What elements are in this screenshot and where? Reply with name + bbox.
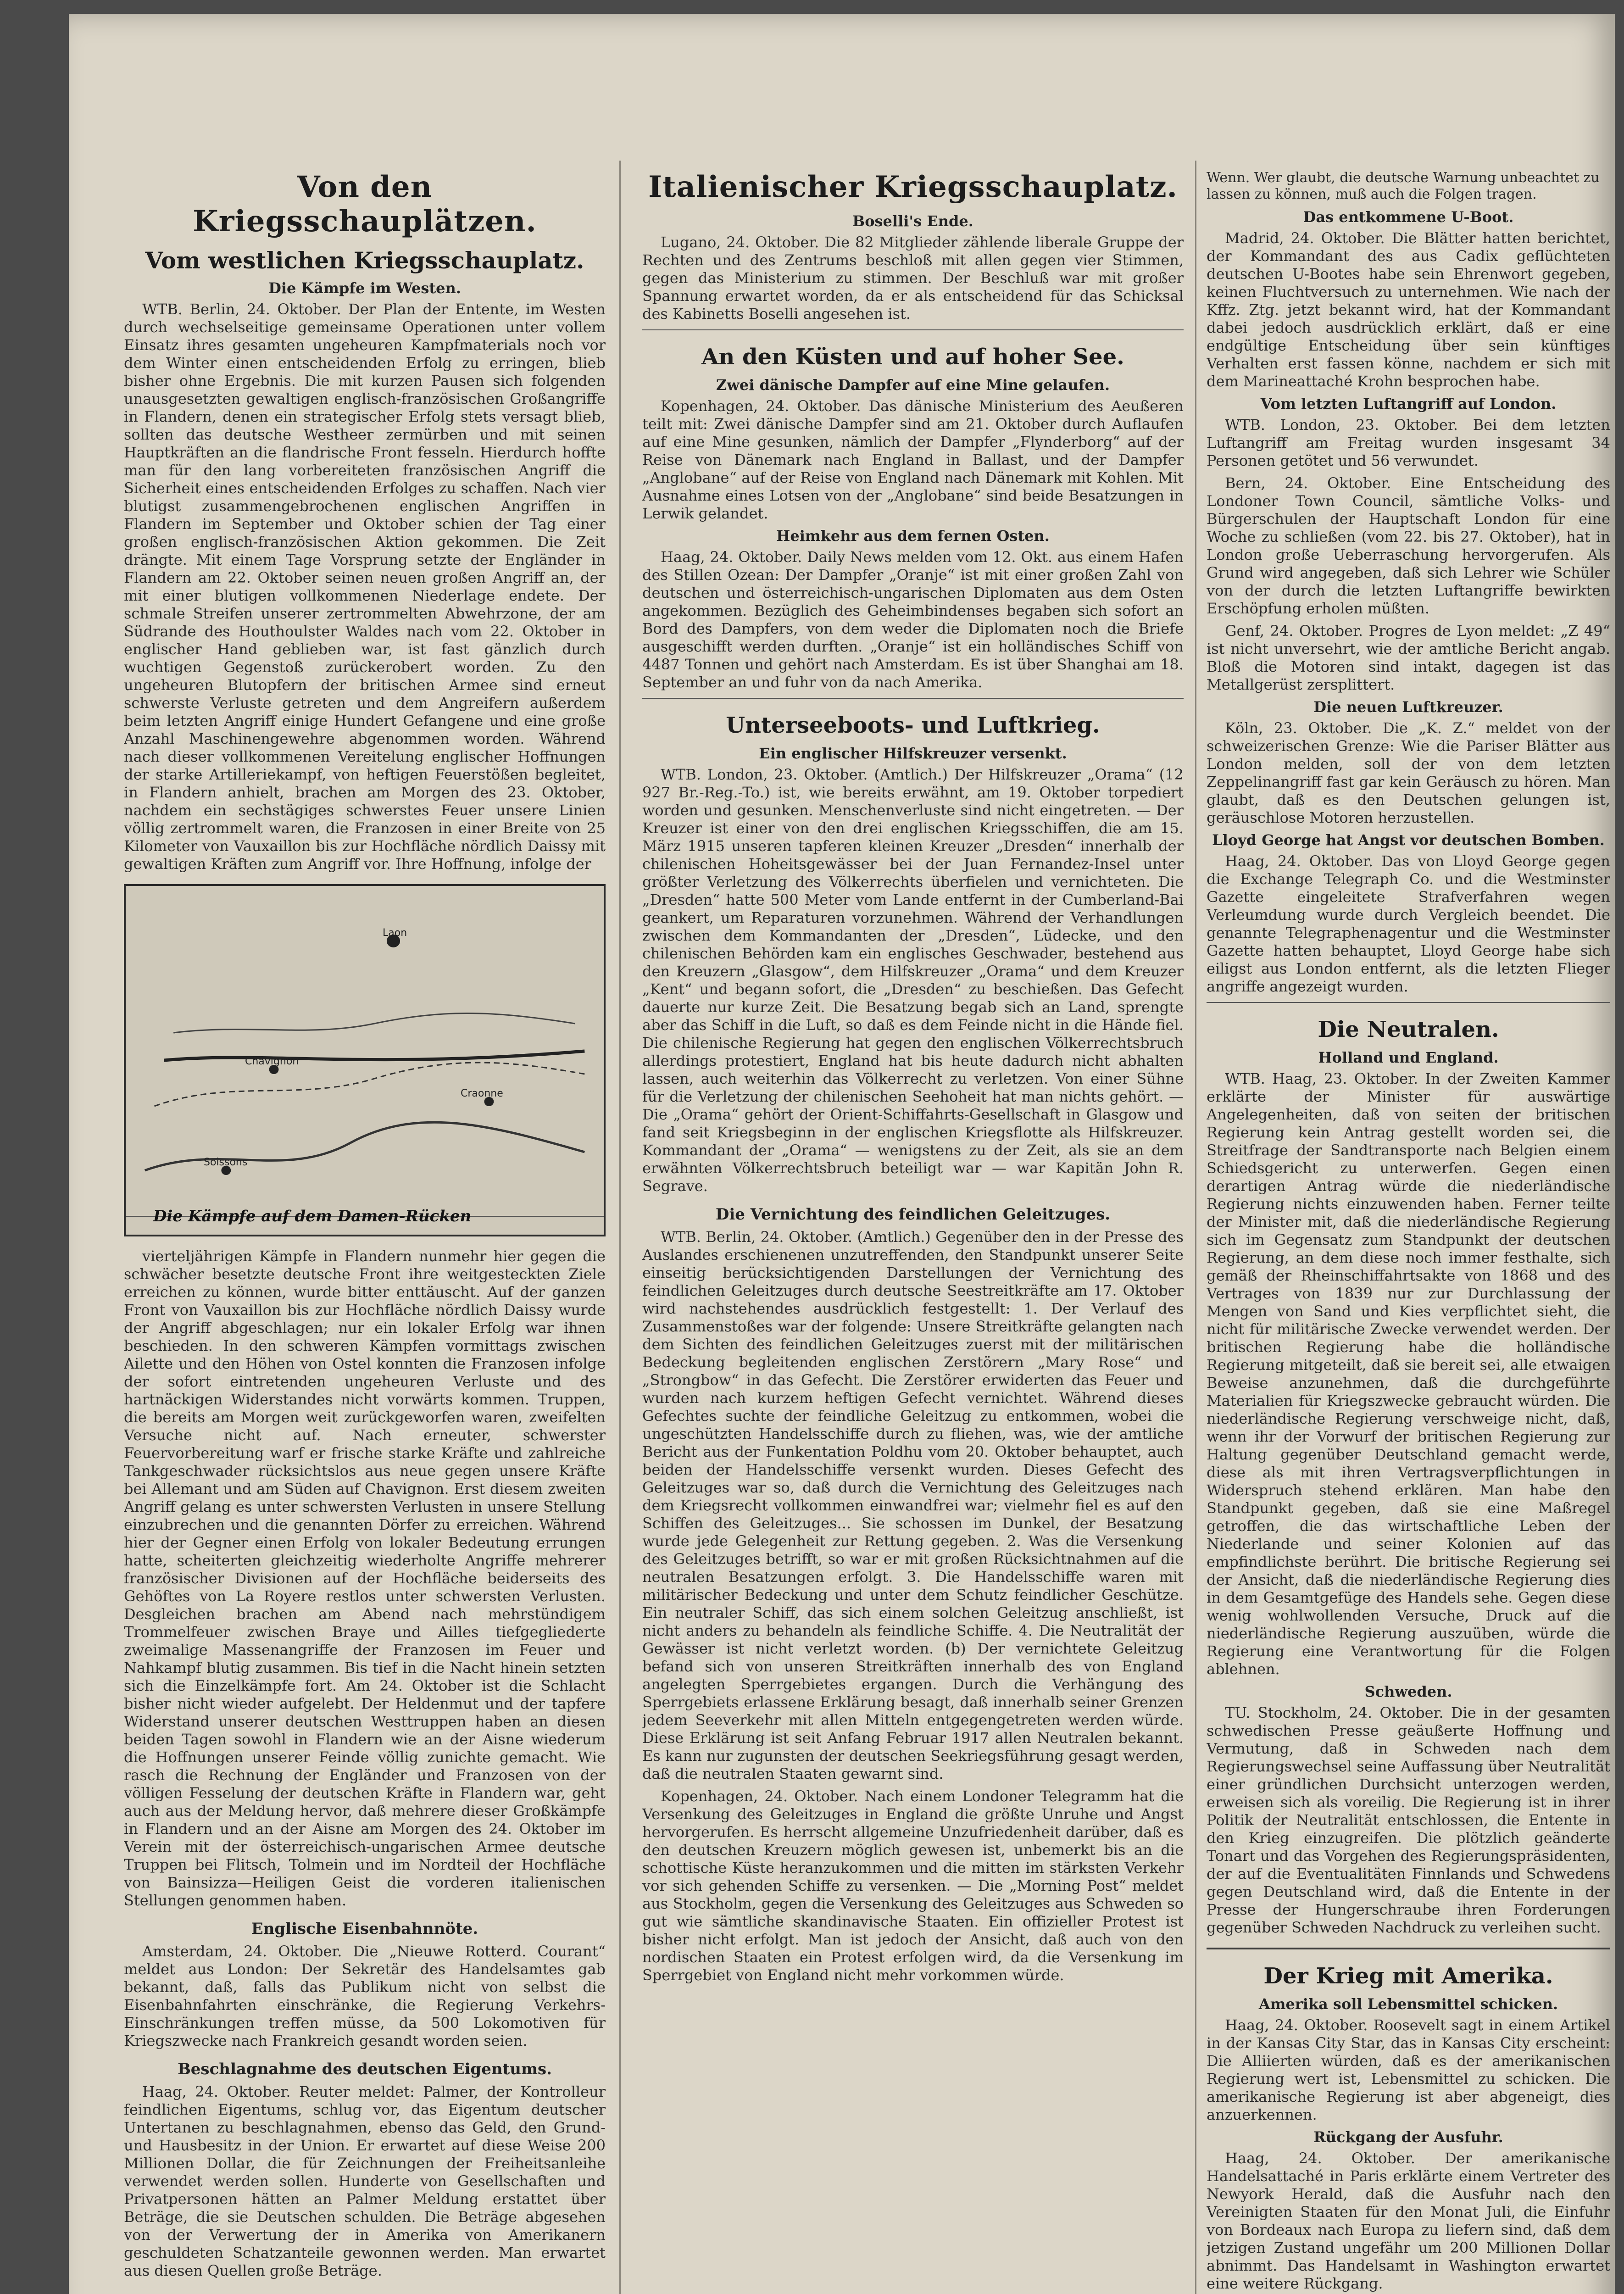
top-fragment: Wenn. Wer glaubt, die deutsche Warnung unbeachtet zu lassen zu können, muß auch die Folgen tragen. (1207, 170, 1600, 202)
newspaper-page (69, 14, 1615, 2294)
divider (1207, 1948, 1610, 1949)
column-3 (1207, 170, 1610, 2294)
subhead-westlich: Vom westlichen Kriegsschauplatz. (145, 247, 584, 274)
section-luftkreuzer-text: Köln, 23. Oktober. Die „K. Z.“ meldet von der schweizerischen Grenze: Wie die Pariser Blätter aus London melden, soll der von dem letzten Zeppelinangriff fast gar kein Geräusch zu hören. Man glaubt, daß es den Deutschen gelungen ist, geräuschlose Motoren herzustellen. (1207, 719, 1610, 826)
map-label-soissons: Soissons (204, 1157, 248, 1168)
column-rule-2 (1195, 161, 1196, 2294)
section-eisenbahnnoete-text: Amsterdam, 24. Oktober. Die „Nieuwe Rotterd. Courant“ meldet aus London: Der Sekretär des Handelsamtes gab bekannt, daß, falls das Publikum nicht von selbst die Eisenbahnfahrten einschränke, die Regierung Verkehrs-Einschränkungen treffen müsse, da 500 Lokomotiven für Kriegszwecke nach Frankreich gesandt worden seien. (124, 1943, 606, 2049)
headline-kriegsschauplaetze: Von den Kriegsschauplätzen. (193, 170, 537, 239)
section-lebensmittel-kicker: Amerika soll Lebensmittel schicken. (1258, 1995, 1558, 2013)
kicker-boselli: Boselli's Ende. (852, 212, 973, 230)
section-schweden-text: TU. Stockholm, 24. Oktober. Die in der gesamten schwedischen Presse geäußerte Hoffnung und Vermutung, daß in Schweden nach dem Regierungswechsel seine Auffassung über Neutralität einer gründlichen Durchsicht unterzogen werden, erweisen sich als voreilig. Die Regierung ist in ihrer Politik der Neutralität entschlossen, die Entente in den Krieg einzugreifen. Die plötzlich geänderte Tonart und das Vorgehen des Regierungspräsidenten, der auf die Eventualitäten Finnlands und Schwedens gegen Deutschland wird, daß die Entente in der Presse der Hungerschraube ihren Forderungen gegenüber Schweden Nachdruck zu verleihen sucht. (1207, 1704, 1610, 1936)
section-heimkehr-text: Haag, 24. Oktober. Daily News melden vom 12. Okt. aus einem Hafen des Stillen Ozean: Der Dampfer „Oranje“ ist mit einer großen Zahl von deutschen und österreichisch-ungarischen Diplomaten aus dem Osten angekommen. Bezüglich des Geheimbindenses begaben sich sofort an Bord des Dampfers, von dem weder die Diplomaten noch die Briefe ausgeschifft werden durften. „Oranje“ ist ein holländisches Schiff von 4487 Tonnen und gehört nach Amsterdam. Es ist über Shanghai am 18. September an und fuhr von da nach Amerika. (642, 548, 1184, 691)
section-beschlagnahme-title: Beschlagnahme des deutschen Eigentums. (178, 2060, 552, 2078)
headline-italien: Italienischer Kriegsschauplatz. (648, 170, 1178, 204)
section-luftangriff-text: WTB. London, 23. Oktober. Bei dem letzten Luftangriff am Freitag wurden insgesamt 34 Personen getötet und 56 verwundet. (1207, 416, 1610, 469)
section-holland-kicker: Holland und England. (1318, 1049, 1499, 1066)
column-2 (642, 170, 1184, 2294)
section-kuesten-title: An den Küsten und auf hoher See. (701, 344, 1124, 370)
article-west-part2: vierteljährigen Kämpfe in Flandern nunmehr hier gegen die schwächer besetzte deutsche Front ihre weitgesteckten Ziele erreichen zu können, wurde bitter enttäuscht. Auf der ganzen Front von Vauxaillon bis zur Hochfläche nördlich Daissy wurde der Angriff abgeschlagen; nur ein lokaler Erfolg war ihnen beschieden. In den schweren Kämpfen vormittags zwischen Ailette und den Höhen von Ostel konnten die Franzosen infolge der sofort eintretenden ungeheuren Verluste und des hartnäckigen Widerstandes nicht vorwärts kommen. Truppen, die bereits am Morgen weit zurückgeworfen waren, zweifelten Versuche nicht auf. Nach erneuter, schwerster Feuervorbereitung warf er frische starke Kräfte und zahlreiche Tankgeschwader rücksichtslos aus neue gegen unsere Kräfte bei Allemant und am Süden auf Chavignon. Erst diesem zweiten Angriff gelang es unter schwersten Verlusten in unsere Stellung einzubrechen und die genannten Dörfer zu erreichen. Während hier der Gegner einen Erfolg von lokaler Bedeutung errungen hatte, scheiterten gleichzeitig wiederholte Angriffe mehrerer französischer Divisionen auf der Hochfläche beiderseits des Gehöftes von La Royere restlos unter schwersten Verlusten. Desgleichen brachen am Abend nach mehrstündigem Trommelfeuer zwischen Braye und Ailles tiefgegliederte zweimalige Massenangriffe der Franzosen im Feuer und Nahkampf blutig zusammen. Bis tief in die Nacht hinein setzten sich die Einzelkämpfe fort. Am 24. Oktober ist die Schlacht bisher nicht wieder aufgelebt. Der Heldenmut und der tapfere Widerstand unserer deutschen Westtruppen haben an diesen beiden Tagen sowohl in Flandern wie an der Aisne wiederum die Hoffnungen unserer Feinde völlig zunichte gemacht. Wie rasch die Rechnung der Engländer und Franzosen von der völligen Fesselung der deutschen Kräfte in Flandern war, geht auch aus der Meldung hervor, daß mehrere dieser Großkämpfe in Flandern und an der Aisne am Morgen des 24. Oktober im Verein mit der österreichisch-ungarischen Armee deutsche Truppen bei Flitsch, Tolmein und im Nordteil der Hochfläche von Bainsizza—Heiligen Geist die vorderen italienischen Stellungen genommen haben. (124, 1247, 606, 1909)
divider (642, 329, 1184, 330)
section-neutralen-title: Die Neutralen. (1318, 1017, 1499, 1042)
map-caption: Die Kämpfe auf dem Damen-Rücken (153, 1207, 472, 1225)
section-beschlagnahme-text: Haag, 24. Oktober. Reuter meldet: Palmer, der Kontrolleur feindlichen Eigentums, schlug vor, das Eigentum deutscher Untertanen zu beschlagnahmen, ebenso das Geld, den Grund- und Hausbesitz in der Union. Er erwartet auf diese Weise 200 Millionen Dollar, die für Zeichnungen der Freiheitsanleihe verwendet werden sollen. Hunderte von Gesellschaften und Privatpersonen hätten an Palmer Meldung erstattet über Beträge, die sie Deutschen schulden. Die Beträge abgesehen von der Verwertung der in Amerika von Amerikanern geschuldeten Schatzanteile gewonnen werden. Man erwartet aus diesen Quellen große Beträge. (124, 2083, 606, 2279)
column-rule-1 (619, 161, 621, 2294)
article-boselli: Lugano, 24. Oktober. Die 82 Mitglieder zählende liberale Gruppe der Rechten und des Zentrums beschloß mit allen gegen vier Stimmen, gegen das Ministerium zu stimmen. Der Beschluß war mit großer Spannung erwartet worden, da er als entscheidend für das Schicksal des Kabinetts Boselli angesehen ist. (642, 234, 1184, 323)
section-hilfskreuzer-text: WTB. London, 23. Oktober. (Amtlich.) Der Hilfskreuzer „Orama“ (12 927 Br.-Reg.-To.) ist, wie bereits erwähnt, am 19. Oktober torpediert worden und gesunken. Menschenverluste sind nicht eingetreten. — Der Kreuzer ist einer von den drei englischen Kriegsschiffen, die am 15. März 1915 unseren tapferen kleinen Kreuzer „Dresden“ innerhalb der chilenischen Hoheitsgewässer bei der Juan Fernandez-Insel unter größter Verletzung des Völkerrechts überfielen und vernichteten. Die „Dresden“ hatte 500 Meter vom Lande entfernt in der Cumberland-Bai geankert, um Reparaturen vorzunehmen. Während der Verhandlungen zwischen dem Kommandanten der „Dresden“, Lüdecke, und den chilenischen Behörden kam ein englisches Geschwader, bestehend aus den Kreuzern „Glasgow“, dem Hilfskreuzer „Orama“ und dem Kreuzer „Kent“ und begann sofort, die „Dresden“ zu beschießen. Das Gefecht dauerte nur kurze Zeit. Die Besatzung begab sich an Land, sprengte aber das Schiff in die Luft, so daß es dem Feinde nicht in die Hände fiel. Die chilenische Regierung hat gegen den englischen Völkerrechtsbruch allerdings protestiert, England hat bis heute dadurch nicht abhalten lassen, auch weiterhin das Völkerrecht zu verletzen. Von einer Sühne für die Verletzung der chilenischen Seehoheit hat man nichts gehört. — Die „Orama“ gehört der Orient-Schiffahrts-Gesellschaft in Glasgow und fand seit Kriegsbeginn in der englischen Kriegsflotte als Hilfskreuzer. Kommandant der „Orama“ — wenigstens zu der Zeit, als sie an dem erwähnten Völkerrechtsbruch beteiligt war — war Kapitän John R. Segrave. (642, 766, 1184, 1195)
kicker-kaempfe-westen: Die Kämpfe im Westen. (268, 279, 461, 297)
section-luftangriff-kicker: Vom letzten Luftangriff auf London. (1260, 395, 1557, 412)
column-1 (124, 170, 606, 2294)
section-kuesten-kicker: Zwei dänische Dampfer auf eine Mine gelaufen. (716, 376, 1110, 394)
section-uboot-text: Madrid, 24. Oktober. Die Blätter hatten berichtet, der Kommandant des aus Cadix geflüchteten deutschen U-Bootes habe sein Ehrenwort gegeben, keinen Fluchtversuch zu unternehmen. Wie nach der Kffz. Ztg. jetzt bekannt wird, hat der Kommandant dabei jedoch ausdrücklich erklärt, daß er eine endgültige Entscheidung über sein künftiges Verhalten erst fassen könne, nachdem er sich mit dem Marineattaché Krohn besprochen habe. (1207, 229, 1610, 390)
map-label-laon: Laon (383, 927, 407, 939)
section-geleitzug-text: WTB. Berlin, 24. Oktober. (Amtlich.) Gegenüber den in der Presse des Auslandes erschienenen unzutreffenden, den Standpunkt unserer Seite einseitig berücksichtigenden Darstellungen der Vernichtung des feindlichen Geleitzuges durch deutsche Seestreitkräfte am 17. Oktober wird nachstehendes ausdrücklich festgestellt: 1. Der Verlauf des Zusammenstoßes war der folgende: Unsere Streitkräfte gelangten nach dem Sichten des feindlichen Geleitzuges zuerst mit der militärischen Bedeckung begleitenden englischen Zerstörern „Mary Rose“ und „Strongbow“ in das Gefecht. Die Zerstörer erwiderten das Feuer und wurden nach kurzem heftigen Gefecht vernichtet. Während dieses Gefechtes suchte der feindliche Geleitzug zu entkommen, wobei die ungeschützten Handelsschiffe durch zu fliehen, was, wie der amtliche Bericht aus der Funkentation Poldhu vom 20. Oktober behauptet, auch beiden der Handelsschiffe versenkt wurden. Dieses Gefecht des Geleitzuges war so, daß durch die Vernichtung des Geleitzuges nach dem Kriegsrecht vollkommen einwandfrei war; vielmehr fiel es auf den Schiffen des Geleitzuges... Sie schossen im Dunkel, der Besatzung wurde jede Gelegenheit zur Rettung gegeben. 2. Was die Versenkung des Geleitzuges betrifft, so war er mit großen Rücksichtnahmen auf die neutralen Besatzungen erfolgt. 3. Die Handelsschiffe waren mit militärischer Bedeckung und unter dem Schutz feindlicher Geschütze. Ein neutraler Schiff, das sich einem solchen Geleitzug anschließt, ist nicht anders zu behandeln als feindliche Schiffe. 4. Die Neutralität der Gewässer ist nicht verletzt worden. (b) Der vernichtete Geleitzug befand sich von unseren Streitkräften innerhalb des von England angelegten Sperrgebietes ergangen. Durch die Verhängung des Sperrgebiets erlassene Erklärung besagt, daß innerhalb seiner Grenzen jedem Seeverkehr mit allen Mitteln entgegengetreten werden würde. Diese Erklärung ist seit Anfang Februar 1917 allen Neutralen bekannt. Es kann nur zugunsten der deutschen Seekriegsführung gesagt werden, daß die neutralen Staaten gewarnt sind. (642, 1228, 1184, 1782)
section-geleitzug-title: Die Vernichtung des feindlichen Geleitzuges. (715, 1205, 1111, 1224)
section-lloyd-kicker: Lloyd George hat Angst vor deutschen Bomben. (1212, 831, 1605, 849)
section-unterseeboot-title: Unterseeboots- und Luftkrieg. (726, 713, 1100, 738)
section-luftangriff-text2: Bern, 24. Oktober. Eine Entscheidung des Londoner Town Council, sämtliche Volks- und Bürgerschulen der Hauptschaft London für eine Woche zu schließen (vom 22. bis 27. Oktober), hat in London große Ueberraschung hervorgerufen. Als Grund wird angegeben, daß sich Lehrer wie Schüler von der durch die letzten Luftangriffe bewirkten Erschöpfung erholen müßten. (1207, 474, 1610, 617)
article-west-part1: WTB. Berlin, 24. Oktober. Der Plan der Entente, im Westen durch wechselseitige gemeinsame Operationen unter vollem Einsatz ihres gesamten ungeheuren Kampfmaterials noch vor dem Winter einen entscheidenden Erfolg zu erringen, blieb bisher ohne Ergebnis. Die mit kurzen Pausen sich folgenden unausgesetzten gewaltigen englisch-französischen Großangriffe in Flandern, denen ein strategischer Erfolg stets versagt blieb, sollten das deutsche Westheer zermürben und mit seinen Hauptkräften an die flandrische Front fesseln. Hierdurch hoffte man für den lang vorbereiteten französischen Angriff die Sicherheit eines entscheidenden Erfolges zu schaffen. Nach vier blutigst zusammengebrochenen englischen Angriffen in Flandern im September und Oktober schien der Tag einer großen englisch-französischen Aktion gekommen. Die Zeit drängte. Mit einem Tage Vorsprung setzte der Engländer in Flandern am 22. Oktober seinen neuen großen Angriff an, der mit einer blutigen vollkommenen Niederlage endete. Der schmale Streifen unserer zertrommelten Abwehrzone, der am Südrande des Houthoulster Waldes nach vom 22. Oktober in englischer Hand geblieben war, ist fast gänzlich durch wuchtigen Gegenstoß zurückerobert worden. Zu den ungeheuren Blutopfern der britischen Armee sind erneut schwerste Verluste getreten und dem Angreifern außerdem beim letzten Angriff einige Hundert Gefangene und eine große Anzahl Maschinengewehre abgenommen worden. Während nach dieser vollkommenen Vereitelung englischer Hoffnungen der starke Artilleriekampf, von heftigen Feuerstößen begleitet, in Flandern anhielt, brachen am Morgen des 23. Oktober, nachdem ein sechstägiges schwerstes Feuer unsere Linien völlig zertrommelt waren, die Franzosen in einer Breite von 25 Kilometer von Vauxaillon bis zur Hochfläche nördlich Daissy mit gewaltigen Kräften zum Angriff vor. Ihre Hoffnung, infolge der (124, 301, 606, 873)
section-heimkehr-kicker: Heimkehr aus dem fernen Osten. (776, 527, 1050, 545)
section-lloyd-text: Haag, 24. Oktober. Das von Lloyd George gegen die Exchange Telegraph Co. und die Westminster Gazette eingeleitete Strafverfahren wegen Verleumdung wurde durch Vergleich beendet. Die genannte Telegraphenagentur und die Westminster Gazette hatten behauptet, Lloyd George habe sich eiligst aus London entfernt, als die letzten Flieger angriffe angezeigt wurden. (1207, 852, 1610, 995)
section-amerika-title: Der Krieg mit Amerika. (1263, 1963, 1553, 1989)
section-holland-text: WTB. Haag, 23. Oktober. In der Zweiten Kammer erklärte der Minister für auswärtige Angelegenheiten, daß von seiten der britischen Regierung kein Antrag gestellt worden sei, die Streitfrage der Sandtransporte nach Belgien einem Schiedsgericht zu unterwerfen. Gegen einen derartigen Antrag würde die niederländische Regierung nichts einzuwenden haben. Ferner teilte der Minister mit, daß die niederländische Regierung sich im Gegensatz zum Standpunkt der deutschen Regierung, an dem diese noch immer festhalte, sich gemäß der Rheinschiffahrtsakte von 1868 und des Vertrages von 1839 nur zur Durchlassung der Mengen von Sand und Kies verpflichtet sieht, die nicht für militärische Zwecke verwendet werden. Der britischen Regierung habe die holländische Regierung mitgeteilt, daß sie bereit sei, alle etwaigen Beweise anzunehmen, daß die durchgeführte Materialien für Kriegszwecke gebraucht würden. Die niederländische Regierung verschweige nicht, daß, wenn ihr der Vorwurf der britischen Regierung zur Haltung gegenüber Deutschland gemacht werde, diese als mit ihren Vertragsverpflichtungen in Widerspruch stehend erklären. Man habe den Standpunkt gegeben, daß sie eine Maßregel getroffen, die das wirtschaftliche Leben der Niederlande und seiner Kolonien auf das empfindlichste berührt. Die britische Regierung sei der Ansicht, daß die niederländische Regierung dies in dem Gesamtgefüge des Handels sehe. Gegen diese wenig wohlwollenden Versuche, Druck auf die niederländische Regierung auszuüben, würde die Regierung eine Verantwortung für die Folgen ablehnen. (1207, 1070, 1610, 1678)
section-uboot-kicker: Das entkommene U-Boot. (1303, 208, 1514, 226)
divider (642, 698, 1184, 699)
section-kuesten-text: Kopenhagen, 24. Oktober. Das dänische Ministerium des Aeußeren teilt mit: Zwei dänische Dampfer sind am 21. Oktober durch Auflaufen auf eine Mine gesunken, nämlich der Dampfer „Flynderborg“ auf der Reise von Dänemark nach England in Ballast, und der Dampfer „Anglobane“ auf der Reise von England nach Dänemark mit Kohlen. Mit Ausnahme eines Lotsen von der „Anglobane“ sind beide Besatzungen in Lerwik gelandet. (642, 397, 1184, 522)
divider (1207, 1002, 1610, 1003)
section-luftkreuzer-kicker: Die neuen Luftkreuzer. (1313, 698, 1503, 716)
section-luftangriff-text3: Genf, 24. Oktober. Progres de Lyon meldet: „Z 49“ ist nicht unversehrt, wie der amtliche Bericht angab. Bloß die Motoren sind intakt, dagegen ist das Metallgerüst zersplittert. (1207, 622, 1610, 693)
section-lebensmittel-text: Haag, 24. Oktober. Roosevelt sagt in einem Artikel in der Kansas City Star, das in Kansas City erscheint: Die Alliierten würden, daß es der amerikanischen Regierung wert ist, Lebensmittel zu schicken. Die amerikanische Regierung ist aber abgeneigt, dies anzuerkennen. (1207, 2016, 1610, 2123)
section-ausfuhr-text: Haag, 24. Oktober. Der amerikanische Handelsattaché in Paris erklärte einem Vertreter des Newyork Herald, daß die Ausfuhr nach den Vereinigten Staaten für den Monat Juli, die Einfuhr von Bordeaux nach Europa zu liefern sind, daß dem jetzigen Zustand ungefähr um 200 Millionen Dollar abnimmt. Das Handelsamt in Washington erwartet eine weitere Rückgang. (1207, 2149, 1610, 2292)
section-kopenhagen-text: Kopenhagen, 24. Oktober. Nach einem Londoner Telegramm hat die Versenkung des Geleitzuges in England die größte Unruhe und Angst hervorgerufen. Es herrscht allgemeine Unzufriedenheit darüber, daß es den deutschen Kreuzern möglich gewesen ist, unbemerkt bis an die schottische Küste heranzukommen und die mitten im stärksten Verkehr vor sich gehenden Schiffe zu versenken. — Die „Morning Post“ meldet aus Stockholm, gegen die Versenkung des Geleitzuges aus Schweden so gut wie sämtliche skandinavische Staaten. Ein offizieller Protest ist bisher nicht erfolgt. Man ist jedoch der Ansicht, daß auch von den nordischen Staaten ein Protest erfolgen wird, da die Versenkung im Sperrgebiet von England nicht mehr vorkommen würde. (642, 1787, 1184, 1984)
map-label-craonne: Craonne (461, 1088, 503, 1099)
section-ausfuhr-kicker: Rückgang der Ausfuhr. (1313, 2128, 1503, 2146)
map-drawing (126, 886, 604, 1235)
section-schweden-kicker: Schweden. (1364, 1683, 1452, 1700)
section-hilfskreuzer-kicker: Ein englischer Hilfskreuzer versenkt. (759, 745, 1067, 762)
section-eisenbahnnoete-title: Englische Eisenbahnnöte. (251, 1920, 478, 1938)
map-label-chavignon: Chavignon (245, 1056, 299, 1067)
battle-map (124, 884, 606, 1236)
